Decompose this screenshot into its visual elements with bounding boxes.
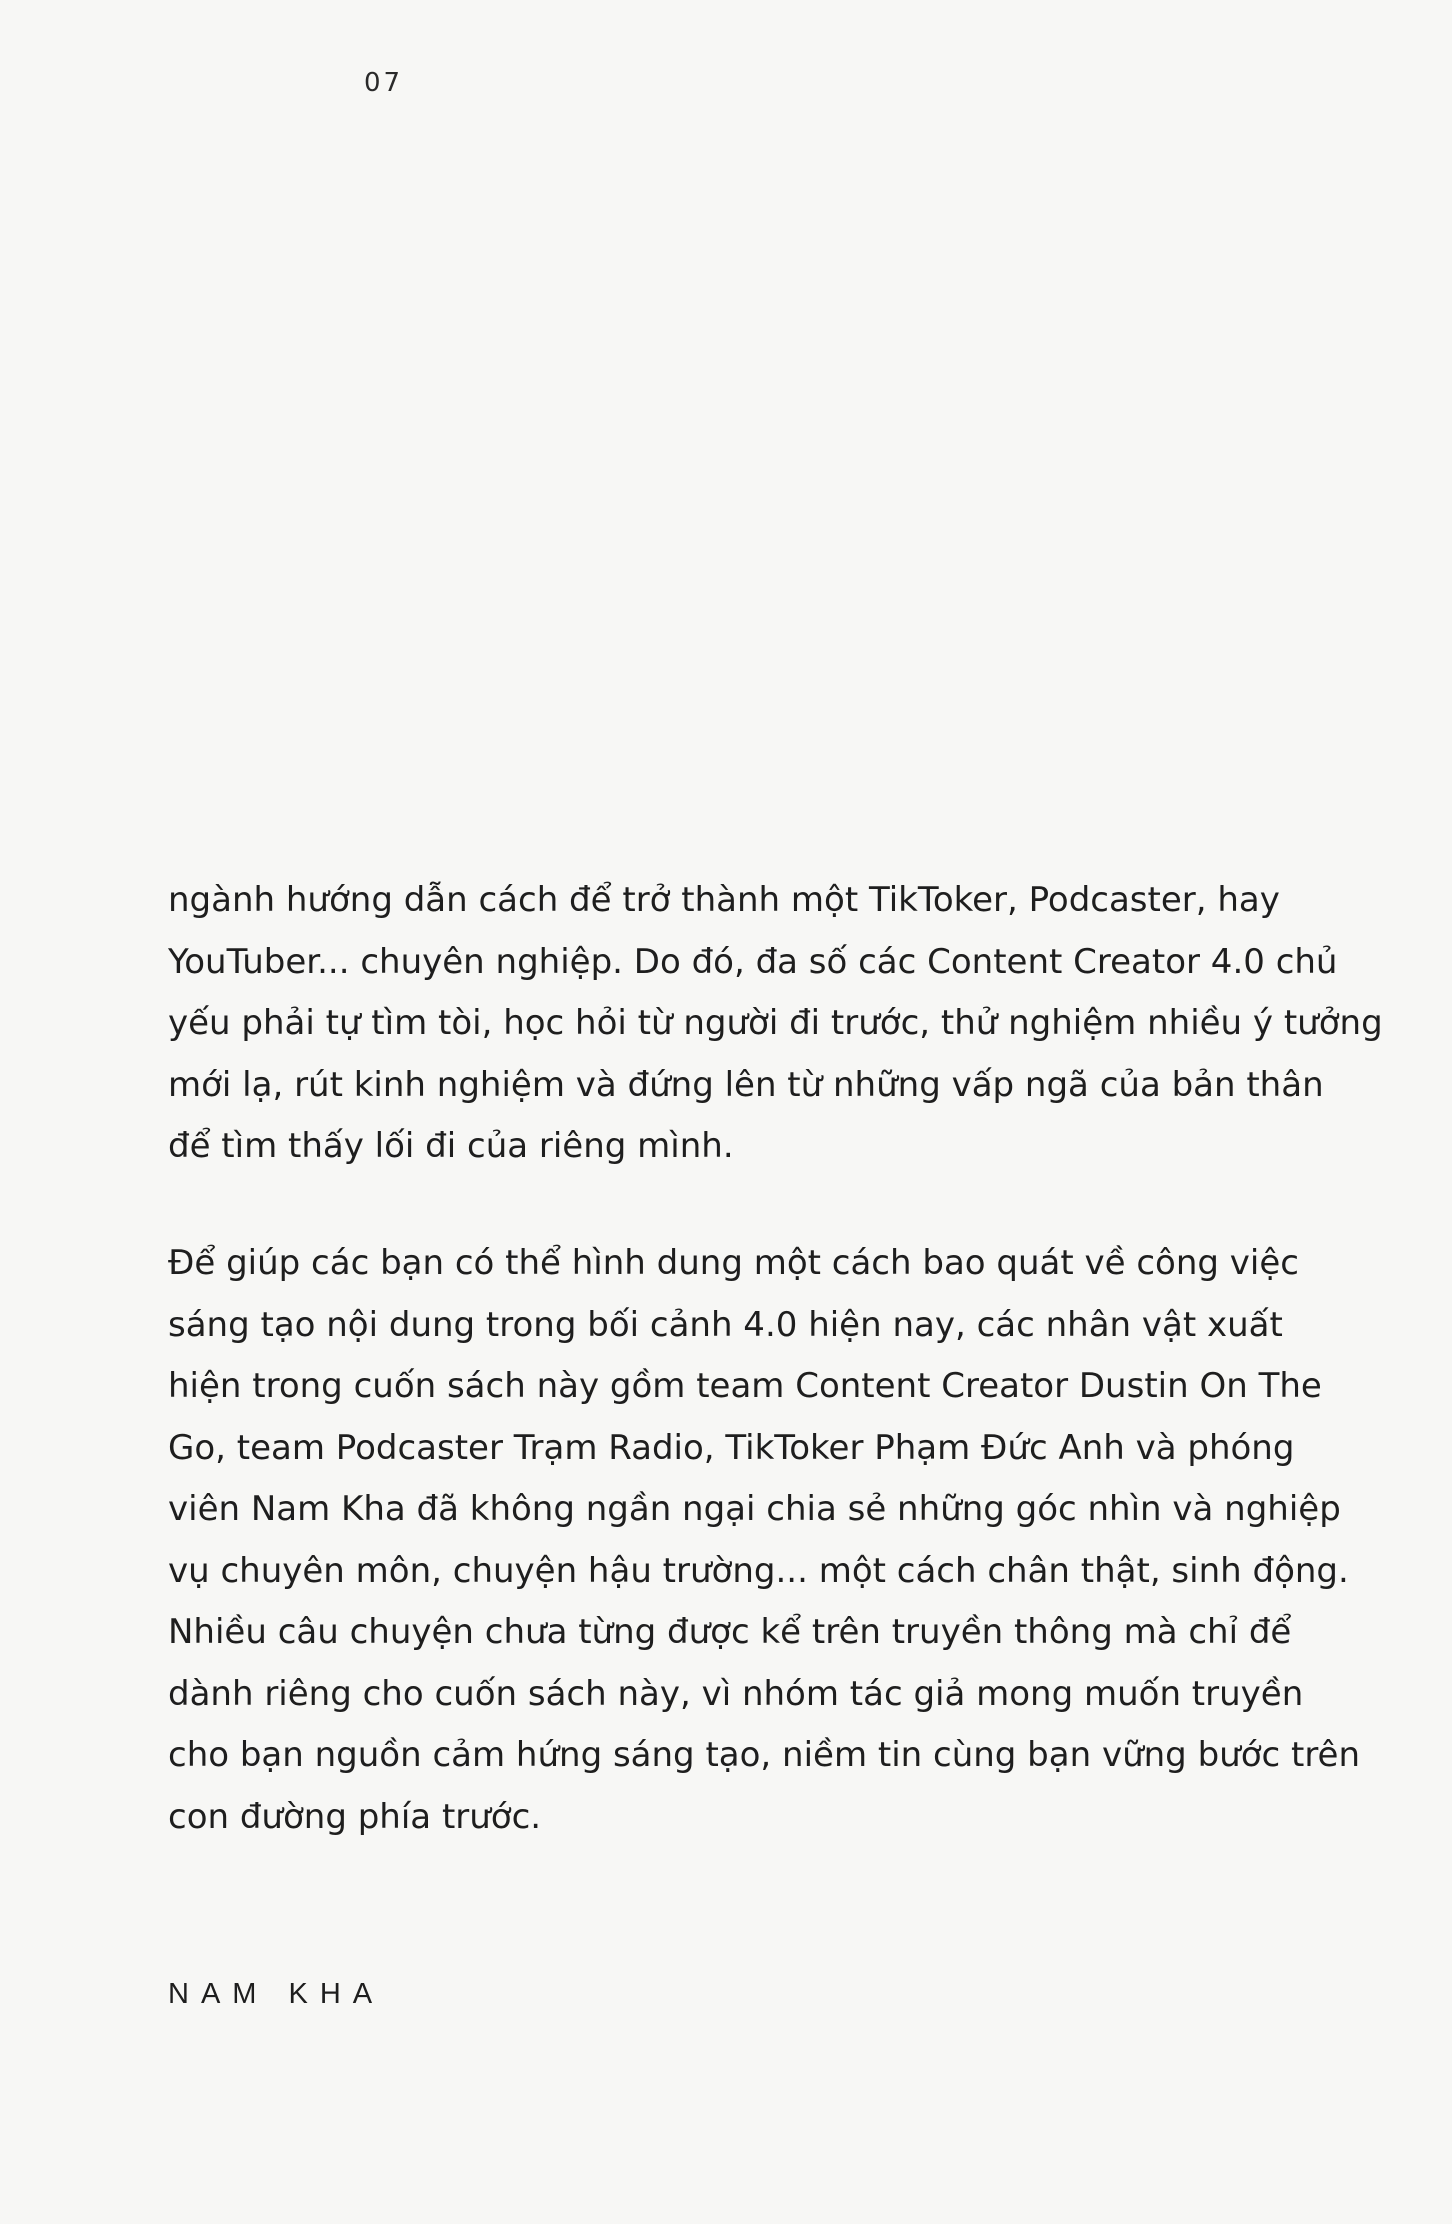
paragraph-line: Để giúp các bạn có thể hình dung một cách bao quát về công việc: [168, 1243, 1299, 1283]
paragraph-line: mới lạ, rút kinh nghiệm và đứng lên từ những vấp ngã của bản thân: [168, 1064, 1324, 1105]
paragraph-line: yếu phải tự tìm tòi, học hỏi từ người đi trước, thử nghiệm nhiều ý tưởng: [168, 1003, 1383, 1043]
paragraph-line: hiện trong cuốn sách này gồm team Content Creator Dustin On The: [168, 1366, 1322, 1406]
paragraph-line: viên Nam Kha đã không ngần ngại chia sẻ những góc nhìn và nghiệp: [168, 1489, 1341, 1529]
paragraph-line: Go, team Podcaster Trạm Radio, TikToker Phạm Đức Anh và phóng: [168, 1427, 1295, 1468]
page-number: 07: [364, 68, 404, 98]
paragraph-2: [168, 1233, 1361, 1848]
paragraph-line: ngành hướng dẫn cách để trở thành một TikToker, Podcaster, hay: [168, 880, 1280, 920]
paragraph-line: YouTuber... chuyên nghiệp. Do đó, đa số các Content Creator 4.0 chủ: [168, 941, 1338, 982]
author-signature: NAM KHA: [168, 1978, 385, 2010]
paragraph-line: con đường phía trước.: [168, 1796, 542, 1837]
paragraph-line: dành riêng cho cuốn sách này, vì nhóm tác giả mong muốn truyền: [168, 1673, 1304, 1714]
paragraph-line: để tìm thấy lối đi của riêng mình.: [168, 1126, 734, 1166]
paragraph-line: cho bạn nguồn cảm hứng sáng tạo, niềm tin cùng bạn vững bước trên: [168, 1735, 1361, 1775]
paragraph-line: sáng tạo nội dung trong bối cảnh 4.0 hiện nay, các nhân vật xuất: [168, 1304, 1283, 1345]
paragraph-line: Nhiều câu chuyện chưa từng được kể trên truyền thông mà chỉ để: [168, 1612, 1292, 1652]
paragraph-line: vụ chuyên môn, chuyện hậu trường... một cách chân thật, sinh động.: [168, 1550, 1349, 1591]
paragraph-1: [168, 870, 1383, 1178]
